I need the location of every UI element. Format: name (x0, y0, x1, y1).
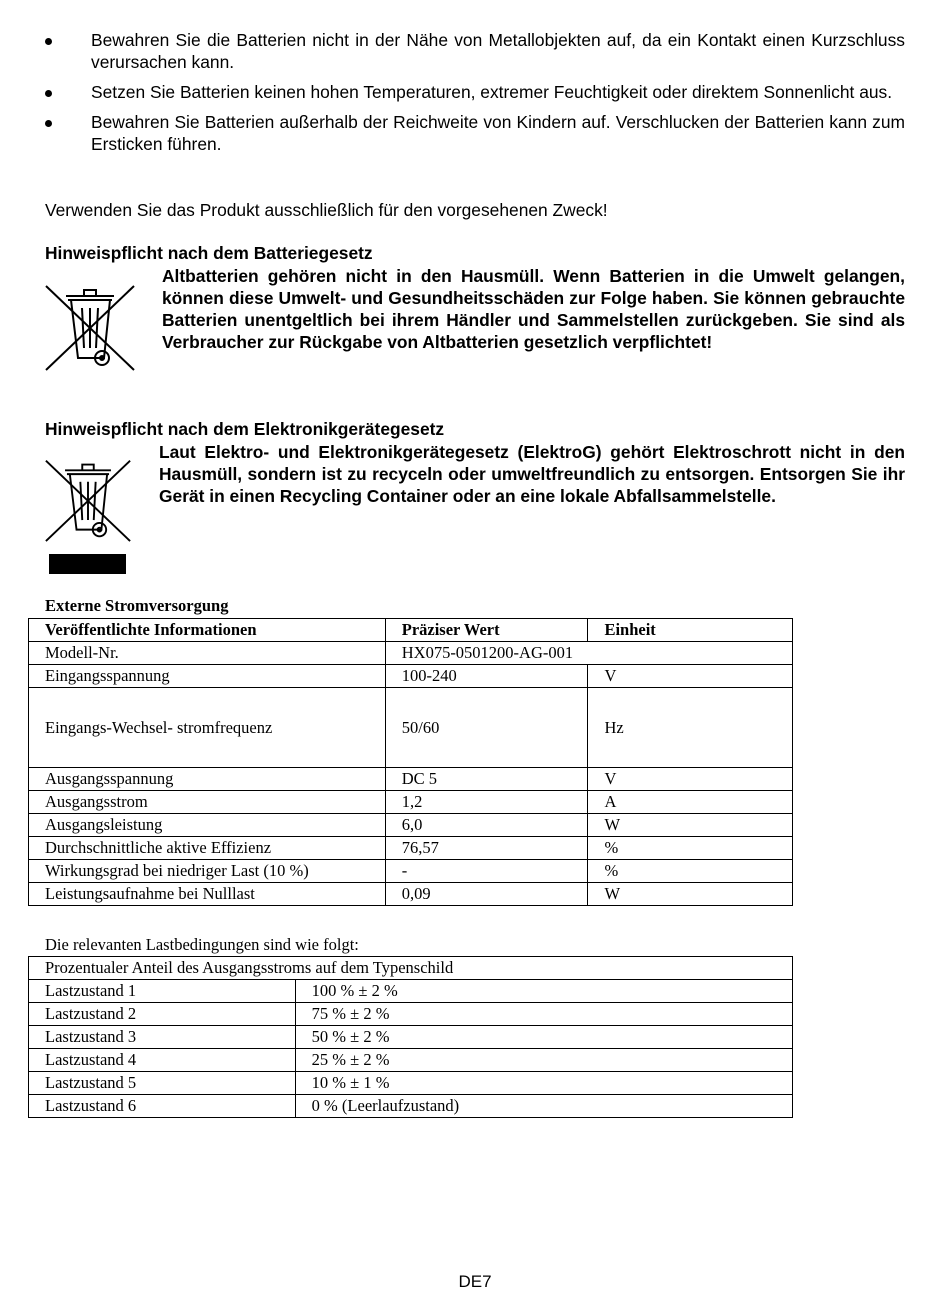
load-conditions-caption: Die relevanten Lastbedingungen sind wie folgt: (45, 935, 359, 954)
table-cell: Wirkungsgrad bei niedriger Last (10 %) (29, 860, 386, 883)
bullet-dot-icon (45, 120, 52, 127)
table-header-cell: Prozentualer Anteil des Ausgangsstroms auf dem Typenschild (29, 957, 793, 980)
table-row (29, 837, 793, 860)
table-row (29, 1026, 793, 1049)
table-header-row (29, 619, 793, 642)
table-cell: DC 5 (385, 768, 588, 791)
table-cell: 100-240 (385, 665, 588, 688)
table-row (29, 768, 793, 791)
electronics-law-heading: Hinweispflicht nach dem Elektronikgerätegesetz (45, 419, 445, 439)
crossed-out-wheelie-bin-icon (44, 278, 136, 374)
bullet-item (45, 81, 905, 103)
table-header-row (29, 957, 793, 980)
table-cell: Lastzustand 3 (29, 1026, 296, 1049)
table-row (29, 688, 793, 768)
table-cell: V (588, 665, 793, 688)
bullet-dot-icon (45, 38, 52, 45)
table-cell: Leistungsaufnahme bei Nulllast (29, 883, 386, 906)
table-cell: Ausgangsleistung (29, 814, 386, 837)
table-cell: V (588, 768, 793, 791)
table-cell: Eingangs-Wechsel- stromfrequenz (29, 688, 386, 768)
table-cell: Lastzustand 6 (29, 1095, 296, 1118)
power-supply-caption: Externe Stromversorgung (45, 596, 229, 615)
table-row (29, 665, 793, 688)
bullet-dot-icon (45, 90, 52, 97)
table-cell: 76,57 (385, 837, 588, 860)
table-cell: Lastzustand 4 (29, 1049, 296, 1072)
table-row (29, 1095, 793, 1118)
table-cell: 6,0 (385, 814, 588, 837)
table-header-cell: Veröffentlichte Informationen (29, 619, 386, 642)
table-header-cell: Einheit (588, 619, 793, 642)
table-cell: 25 % ± 2 % (295, 1049, 792, 1072)
table-cell: Ausgangsstrom (29, 791, 386, 814)
table-cell: Ausgangsspannung (29, 768, 386, 791)
table-cell: 50 % ± 2 % (295, 1026, 792, 1049)
table-cell: W (588, 883, 793, 906)
table-cell: Durchschnittliche aktive Effizienz (29, 837, 386, 860)
table-cell: Lastzustand 2 (29, 1003, 296, 1026)
table-cell: 10 % ± 1 % (295, 1072, 792, 1095)
table-cell: HX075-0501200-AG-001 (385, 642, 792, 665)
load-conditions-table (28, 956, 793, 1118)
bullet-text: Bewahren Sie die Batterien nicht in der Nähe von Metallobjekten auf, da ein Kontakt einen Kurzschluss verursachen kann. (91, 30, 905, 72)
table-row (29, 980, 793, 1003)
battery-law-heading: Hinweispflicht nach dem Batteriegesetz (45, 243, 373, 263)
table-row (29, 642, 793, 665)
electronics-law-text: Laut Elektro- und Elektronikgerätegesetz (ElektroG) gehört Elektroschrott nicht in den Hausmüll, sondern ist zu recyceln oder umweltfreundlich zu entsorgen. Entsorgen Sie ihr Gerät in einen Recycling Container oder an eine lokale Abfallsammelstelle. (159, 442, 905, 506)
table-cell: 100 % ± 2 % (295, 980, 792, 1003)
table-row (29, 814, 793, 837)
table-cell: % (588, 837, 793, 860)
separate-collection-bar (49, 554, 126, 574)
table-cell: 75 % ± 2 % (295, 1003, 792, 1026)
table-cell: 50/60 (385, 688, 588, 768)
table-cell: Lastzustand 5 (29, 1072, 296, 1095)
crossed-out-wheelie-bin-icon (44, 452, 132, 546)
table-row (29, 883, 793, 906)
table-cell: - (385, 860, 588, 883)
usage-note: Verwenden Sie das Produkt ausschließlich für den vorgesehenen Zweck! (45, 200, 608, 220)
bullet-item (45, 111, 905, 155)
table-cell: Eingangsspannung (29, 665, 386, 688)
table-row (29, 791, 793, 814)
table-cell: 0 % (Leerlaufzustand) (295, 1095, 792, 1118)
safety-bullet-list (45, 29, 905, 163)
table-row (29, 1003, 793, 1026)
table-row (29, 1049, 793, 1072)
bullet-text: Setzen Sie Batterien keinen hohen Temperaturen, extremer Feuchtigkeit oder direktem Sonnenlicht aus. (91, 82, 893, 102)
table-header-cell: Präziser Wert (385, 619, 588, 642)
table-cell: % (588, 860, 793, 883)
bullet-text: Bewahren Sie Batterien außerhalb der Reichweite von Kindern auf. Verschlucken der Batterien kann zum Ersticken führen. (91, 112, 905, 154)
table-cell: W (588, 814, 793, 837)
table-cell: A (588, 791, 793, 814)
table-cell: Lastzustand 1 (29, 980, 296, 1003)
table-row (29, 1072, 793, 1095)
table-row (29, 860, 793, 883)
table-cell: Modell-Nr. (29, 642, 386, 665)
bullet-item (45, 29, 905, 73)
table-cell: Hz (588, 688, 793, 768)
page-number: DE7 (458, 1272, 492, 1291)
table-cell: 0,09 (385, 883, 588, 906)
battery-law-text: Altbatterien gehören nicht in den Hausmüll. Wenn Batterien in die Umwelt gelangen, können diese Umwelt- und Gesundheitsschäden zur Folge haben. Sie können gebrauchte Batterien unentgeltlich bei ihrem Händler und Sammelstellen zurückgeben. Sie sind als Verbraucher zur Rückgabe von Altbatterien gesetzlich verpflichtet! (162, 266, 905, 352)
table-cell: 1,2 (385, 791, 588, 814)
power-supply-table (28, 618, 793, 906)
